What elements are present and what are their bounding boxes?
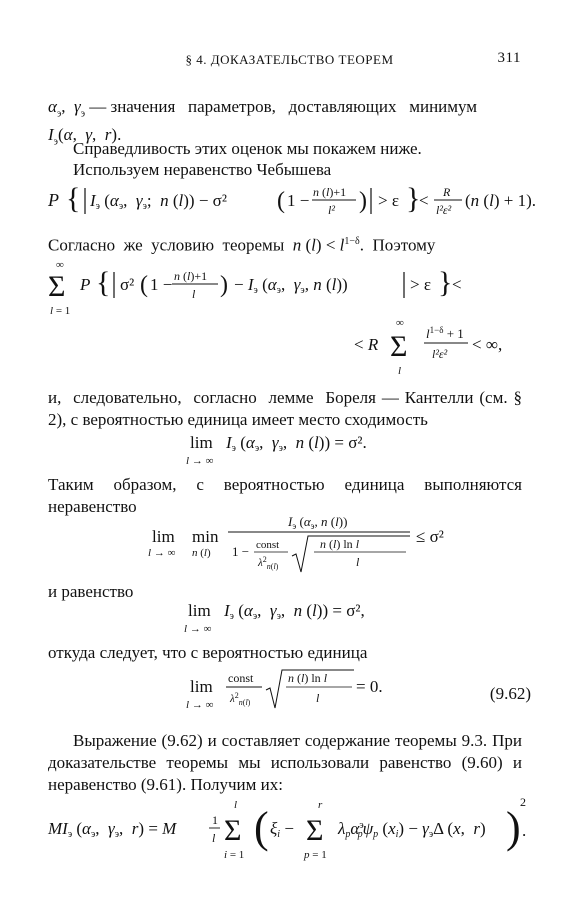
paragraph-5: и, следовательно, согласно лемме Бореля — Кантелли (см. § 2), с вероятностью единица имеет место сходимость (48, 388, 522, 429)
paragraph-8: откуда следует, что с вероятностью единица (48, 643, 368, 662)
svg-text:l: l (234, 799, 238, 811)
svg-text:n (l)+1: n (l)+1 (174, 269, 208, 283)
svg-text:λ2n(l): $\lambda^2_n(l)$ (230, 691, 251, 707)
svg-text:l: l (316, 691, 320, 705)
svg-text:lim: lim (190, 433, 213, 452)
svg-text:σ²: σ² (120, 275, 135, 294)
svg-text:Σ: Σ (48, 270, 66, 303)
paragraph-2: Справедливость этих оценок мы покажем ниже. (73, 139, 422, 158)
svg-text:): ) (506, 803, 521, 852)
paragraph-3: Используем неравенство Чебышева (73, 160, 332, 179)
svg-text:(: ( (277, 188, 285, 214)
svg-text:Σ: Σ (224, 814, 242, 847)
svg-text:n (l)+1: n (l)+1 (313, 185, 347, 199)
svg-text:P: P (80, 275, 91, 294)
svg-text:< R: < R (354, 335, 379, 354)
svg-text:1: 1 (212, 813, 218, 827)
svg-text:(: ( (140, 272, 148, 298)
svg-text:≤ σ²: ≤ σ² (416, 527, 444, 546)
equation-limit-3 (186, 664, 396, 721)
equation-final (48, 790, 533, 877)
svg-text:.: . (522, 821, 527, 840)
svg-text:ξi −: ξi − (270, 819, 294, 840)
paragraph-7: и равенство (48, 582, 134, 601)
svg-text:l: l (192, 287, 196, 301)
svg-text:MIэ (αэ, γэ, r) = M: MIэ (αэ, γэ, r) = M (48, 819, 177, 840)
svg-text:<: < (419, 191, 429, 210)
svg-text:): ) (220, 272, 228, 298)
svg-text:P: P (48, 190, 59, 210)
svg-text:< ∞,: < ∞, (472, 335, 503, 354)
page-number: 311 (497, 50, 521, 66)
svg-text:lim: lim (188, 601, 211, 620)
svg-text:lim: lim (190, 677, 213, 696)
svg-text:> ε: > ε (410, 275, 431, 294)
svg-text:l → ∞: l → ∞ (186, 699, 214, 711)
svg-text:1 −: 1 − (150, 275, 173, 294)
paragraph-6: Таким образом, с вероятностью единица выполняются неравенство (48, 475, 522, 516)
svg-text:Iэ (αэ, n (l)): $I_э$ ($\alpha_э$, n (l)) (288, 514, 348, 531)
running-header (0, 52, 579, 72)
svg-text:min: min (192, 527, 219, 546)
svg-text:l = 1: l = 1 (50, 305, 71, 317)
svg-text:Iэ (αэ, γэ; n (l)) − σ²: Iэ (αэ, γэ; n (l)) − σ² (90, 191, 227, 212)
paragraph-4: Согласно же условию теоремы n $(l) < l^{1-\delta}$. Поэтому (48, 235, 436, 255)
svg-text:= 0.: = 0. (356, 677, 383, 696)
svg-text:p = 1: p = 1 (304, 849, 327, 861)
svg-text:l²ε²: l²ε² (432, 347, 448, 361)
svg-text:1 −: 1 − (287, 191, 310, 210)
svg-text:const: const (228, 671, 254, 685)
equation-inequality (148, 512, 448, 583)
svg-text:const: const (256, 539, 280, 551)
svg-text:l: l (212, 831, 216, 845)
equation-limit-1 (186, 430, 416, 475)
section-title: § 4. ДОКАЗАТЕЛЬСТВО ТЕОРЕМ (185, 52, 394, 67)
svg-text:(: ( (254, 803, 269, 852)
svg-text:l1−δ + 1: $l^{1-\delta} + 1$ (426, 325, 464, 341)
svg-text:Iэ (αэ, γэ, n (l)) = σ².: Iэ (αэ, γэ, n (l)) = σ². (226, 433, 367, 454)
svg-text:l → ∞: l → ∞ (184, 623, 212, 635)
svg-text:{: { (66, 182, 81, 215)
equation-series-line2 (354, 316, 526, 383)
svg-text:n (l) ln l: n (l) ln l (288, 671, 328, 685)
svg-text:l: l (356, 555, 360, 569)
svg-text:λ2n(l): $\lambda^2_n(l)$ (258, 555, 279, 571)
svg-text:n (l): n (l) (192, 547, 211, 559)
svg-text:∞: ∞ (396, 317, 404, 329)
svg-text:l: l (398, 365, 402, 377)
svg-text:l²ε²: l²ε² (436, 203, 452, 217)
svg-text:Iэ (αэ, γэ, n (l)) = σ²,: Iэ (αэ, γэ, n (l)) = σ², (224, 601, 365, 622)
svg-text:(n (l) + 1).: (n (l) + 1). (465, 191, 536, 210)
svg-text:}: } (406, 182, 421, 215)
equation-chebyshev (48, 178, 536, 227)
svg-text:}: } (438, 266, 453, 299)
svg-text:{: { (96, 266, 111, 299)
svg-text:Σ: Σ (306, 814, 324, 847)
svg-text:n (l) ln l: n (l) ln l (320, 537, 360, 551)
svg-text:r: r (318, 799, 323, 811)
paragraph-1: $\alpha_э$, $\gamma_э$ — значения параметров, доставляющих минимум $I_э(\alpha$, γ, r). (48, 97, 478, 148)
svg-text:∞: ∞ (56, 259, 64, 271)
svg-text:1 −: 1 − (232, 544, 250, 559)
svg-text:Σ: Σ (390, 330, 408, 363)
svg-text:l²: l² (328, 203, 335, 217)
svg-text:l → ∞: l → ∞ (148, 547, 176, 559)
svg-text:i = 1: i = 1 (224, 849, 245, 861)
svg-text:<: < (452, 275, 462, 294)
svg-text:> ε: > ε (378, 191, 399, 210)
equation-number: (9.62) (489, 684, 531, 703)
svg-text:2: 2 (520, 795, 526, 809)
svg-text:R: R (443, 185, 451, 199)
equation-limit-2 (184, 598, 414, 643)
svg-text:lim: lim (152, 527, 175, 546)
svg-text:): ) (359, 188, 367, 214)
paragraph-9: Выражение (9.62) и составляет содержание теоремы 9.3. При доказательстве теоремы мы использовали равенство (9.60) и неравенство (9.61). Получим их: (48, 731, 522, 794)
svg-text:l → ∞: l → ∞ (186, 455, 214, 467)
svg-text:λpαэpψp (xi) − γэΔ (x, r): λpα$^э$ pψp (xi) − γэΔ (x, r) (338, 819, 486, 840)
svg-text:− Iэ (αэ, γэ, n (l)): − Iэ (αэ, γэ, n (l)) (234, 275, 348, 296)
